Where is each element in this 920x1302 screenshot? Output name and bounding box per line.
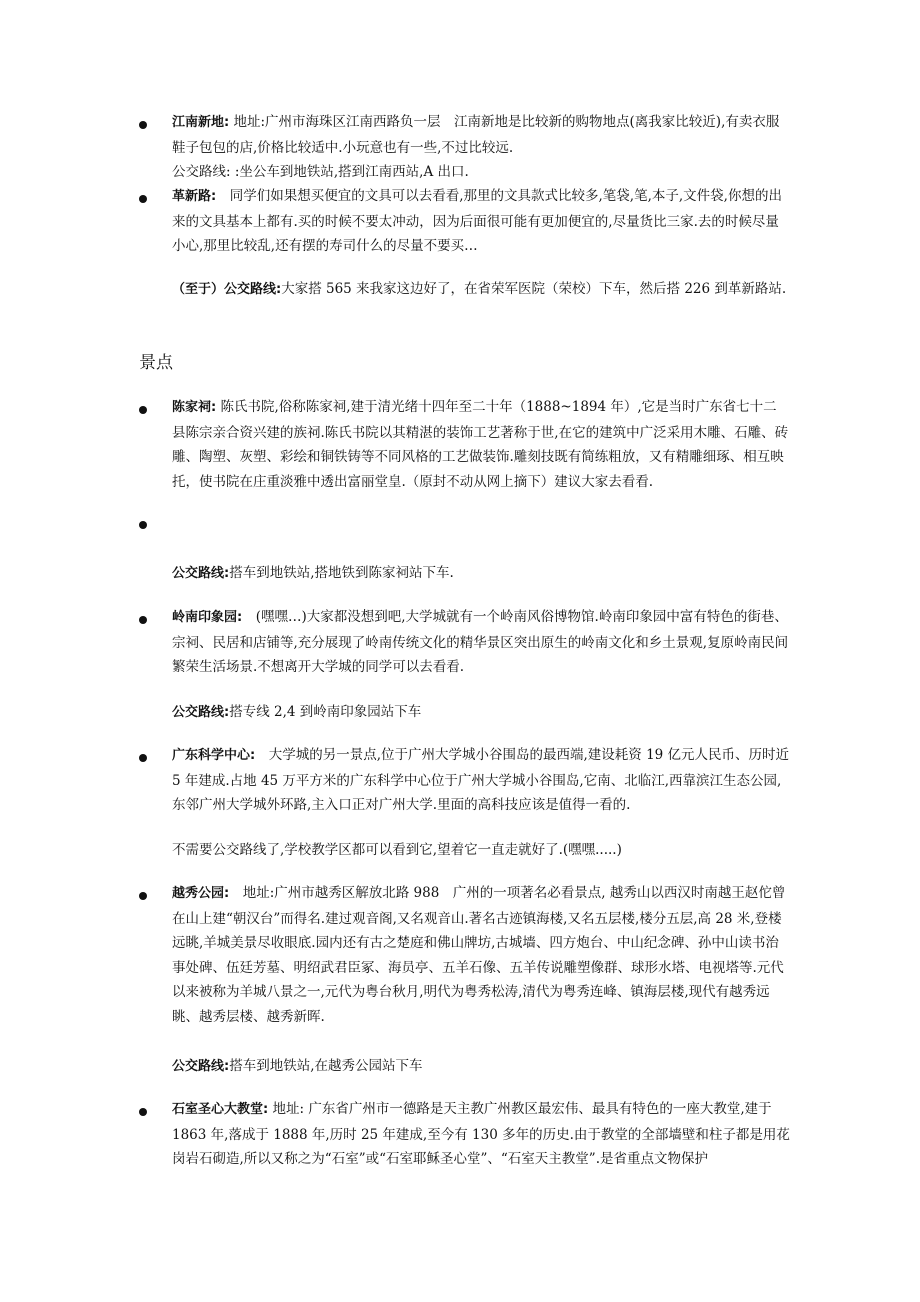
item-text: 陈氏书院,俗称陈家祠,建于清光绪十四年至二十年（1888~1894 年）,它是当时广东省七十二县陈宗亲合资兴建的族祠.陈氏书院以其精湛的装饰工艺著称于世,在它的建筑中广泛采用木雕、石雕、砖雕、陶塑、灰塑、彩绘和铜铁铸等不同风格的工艺做装饰.雕刻技既有简练粗放，又有精雕细琢、相互映托，使书院在庄重淡雅中透出富丽堂皇.（原封不动从网上摘下）建议大家去看看. xyxy=(172,399,789,490)
item-text: 地址: 广东省广州市一德路是天主教广州教区最宏伟、最具有特色的一座大教堂,建于 1863 年,落成于 1888 年,历时 25 年建成,至今有 130 多年的历史.由于教堂的全部墙壁和柱子都是用花岗岩石砌造,所以又称之为“石室”或“石室耶稣圣心堂”、“石室天主教堂”.是省重点文物保护 xyxy=(172,1101,790,1167)
bullet-icon xyxy=(139,892,147,900)
item-text: 地址:广州市海珠区江南西路负一层 江南新地是比较新的购物地点(离我家比较近),有卖衣服鞋子包包的店,价格比较适中.小玩意也有一些,不过比较远. 公交路线: :坐公车到地铁站,搭到江南西站,A 出口. xyxy=(172,114,784,180)
bullet-icon xyxy=(139,121,147,129)
route-text: 搭车到地铁站,在越秀公园站下车 xyxy=(229,1058,423,1074)
item-text: 同学们如果想买便宜的文具可以去看看,那里的文具款式比较多,笔袋,笔,本子,文件袋,你想的出来的文具基本上都有.买的时候不要太冲动，因为后面很可能有更加便宜的,尽量货比三家.去的时候尽量小心,那里比较乱,还有摆的寿司什么的尽量不要买… xyxy=(172,188,782,254)
list-item-cathedral xyxy=(172,1097,790,1172)
shopping-route-paragraph xyxy=(172,277,790,303)
item-label: 陈家祠: xyxy=(172,400,217,415)
list-item-lingnan xyxy=(172,605,790,680)
route-label: 公交路线: xyxy=(172,566,230,581)
item-text: 地址:广州市越秀区解放北路 988 广州的一项著名必看景点, 越秀山以西汉时南越王赵佗曾在山上建“朝汉台”而得名.建过观音阁,又名观音山.著名古迹镇海楼,又名五层楼,楼分五层,高 28 米,登楼远眺,羊城美景尽收眼底.园内还有古之楚庭和佛山牌坊,古城墙、四方炮台、中山纪念碑、孙中山读书治事处碑、伍廷芳墓、明绍武君臣冢、海员亭、五羊石像、五羊传说雕塑像群、球形水塔、电视塔等.元代以来被称为羊城八景之一,元代为粤台秋月,明代为粤秀松涛,清代为粤秀连峰、镇海层楼,现代有越秀远眺、越秀层楼、越秀新晖. xyxy=(172,885,786,1025)
bullet-icon xyxy=(139,754,147,762)
science-note-paragraph: 不需要公交路线了,学校教学区都可以看到它,望着它一直走就好了.(嘿嘿.....) xyxy=(172,842,622,858)
bullet-icon xyxy=(139,521,147,529)
list-item-yuexiu xyxy=(172,881,790,1029)
chenjiaci-route-paragraph xyxy=(172,561,790,587)
section-title: 景点 xyxy=(139,353,173,373)
item-text: 大学城的另一景点,位于广州大学城小谷围岛的最西端,建设耗资 19 亿元人民币、历时近 5 年建成.占地 45 万平方米的广东科学中心位于广州大学城小谷围岛,它南、北临江,西靠滨江生态公园,东邻广州大学城外环路,主入口正对广州大学.里面的高科技应该是值得一看的. xyxy=(172,747,790,813)
route-label: （至于）公交路线: xyxy=(172,282,282,297)
item-label: 革新路: xyxy=(172,189,217,204)
item-label: 江南新地: xyxy=(172,115,230,130)
bullet-icon xyxy=(139,406,147,414)
route-text: 搭车到地铁站,搭地铁到陈家祠站下车. xyxy=(229,565,454,581)
route-text: 大家搭 565 来我家这边好了，在省荣军医院（荣校）下车，然后搭 226 到革新路站. xyxy=(281,281,787,297)
bullet-icon xyxy=(139,1108,147,1116)
route-label: 公交路线: xyxy=(172,1059,230,1074)
item-label: 石室圣心大教堂: xyxy=(172,1102,269,1117)
bullet-icon xyxy=(139,195,147,203)
item-label: 广东科学中心: xyxy=(172,748,256,763)
lingnan-route-paragraph xyxy=(172,700,790,726)
bullet-icon xyxy=(139,616,147,624)
item-text: (嘿嘿…)大家都没想到吧,大学城就有一个岭南风俗博物馆.岭南印象园中富有特色的街巷、宗祠、民居和店铺等,充分展现了岭南传统文化的精华景区突出原生的岭南文化和乡土景观,复原岭南民间繁荣生活场景.不想离开大学城的同学可以去看看. xyxy=(172,609,789,675)
route-label: 公交路线: xyxy=(172,705,230,720)
item-label: 岭南印象园: xyxy=(172,610,243,625)
item-label: 越秀公园: xyxy=(172,886,230,901)
list-item-jiangnan xyxy=(172,110,790,185)
yuexiu-route-paragraph xyxy=(172,1054,790,1080)
list-item-gexinlu xyxy=(172,184,790,259)
route-text: 搭专线 2,4 到岭南印象园站下车 xyxy=(229,704,422,720)
list-item-chenjiaci xyxy=(172,395,790,494)
list-item-science xyxy=(172,743,790,818)
